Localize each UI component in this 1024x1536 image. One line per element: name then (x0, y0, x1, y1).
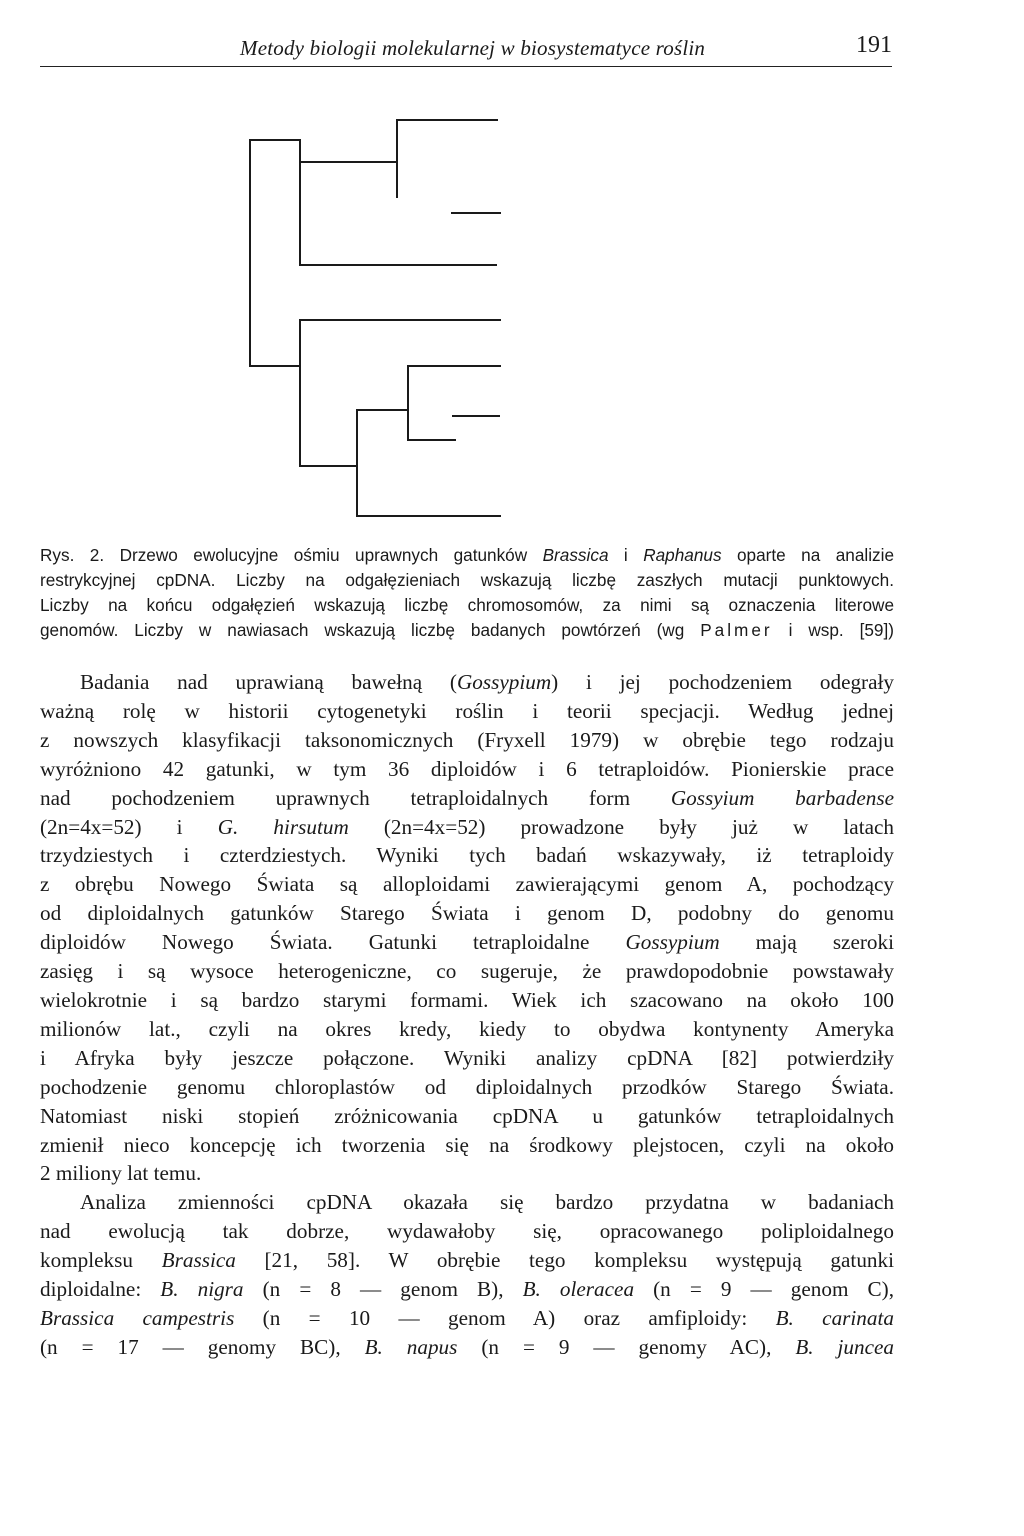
text-line: pochodzenie genomu chloroplastów od diploidalnych przodków Starego Świata. (40, 1074, 894, 1099)
text-line: diploidalne: B. nigra (n = 8 — genom B), B. oleracea (n = 9 — genom C), (40, 1277, 895, 1302)
tree-branch (300, 140, 397, 197)
caption-line: Rys. 2. Drzewo ewolucyjne ośmiu uprawnych gatunków Brassica i Raphanus oparte na analizie (40, 545, 895, 565)
evolutionary-tree (0, 0, 1024, 540)
text-line: Analiza zmienności cpDNA okazała się bardzo przydatna w badaniach (80, 1190, 894, 1215)
page-number: 191 (856, 32, 892, 58)
body-text (40, 668, 894, 1362)
running-title: Metody biologii molekularnej w biosystematyce roślin (240, 36, 706, 60)
text-line: nad pochodzeniem uprawnych tetraploidalnych form Gossyium barbadense (40, 785, 894, 810)
text-line: 2 miliony lat temu. (40, 1161, 202, 1186)
caption-line: genomów. Liczby w nawiasach wskazują liczbę badanych powtórzeń (wg Palmer i wsp. [59]) (40, 620, 894, 640)
text-line: kompleksu Brassica [21, 58]. W obrębie tego kompleksu występują gatunki (40, 1248, 894, 1273)
text-line: wyróżniono 42 gatunki, w tym 36 diploidów i 6 tetraploidów. Pionierskie prace (40, 756, 894, 781)
text-line: wielokrotnie i są bardzo starymi formami. Wiek ich szacowano na około 100 (40, 987, 894, 1012)
caption-line: Liczby na końcu odgałęzień wskazują liczbę chromosomów, za nimi są oznaczenia literowe (40, 595, 894, 615)
text-line: i Afryka były jeszcze połączone. Wyniki analizy cpDNA [82] potwierdziły (40, 1045, 894, 1070)
tree-branch (300, 320, 500, 516)
figure-caption (40, 543, 894, 643)
text-line: zasięg i są wysoce heterogeniczne, co sugeruje, że prawdopodobnie powstawały (40, 959, 894, 984)
text-line: nad ewolucją tak dobrze, wydawałoby się, opracowanego poliploidalnego (40, 1219, 894, 1244)
text-line: Natomiast niski stopień zróżnicowania cpDNA u gatunków tetraploidalnych (40, 1103, 894, 1128)
text-line: z nowszych klasyfikacji taksonomicznych (Fryxell 1979) w obrębie tego rodzaju (40, 727, 894, 752)
text-line: milionów lat., czyli na okres kredy, kiedy to obydwa kontynenty Ameryka (40, 1016, 894, 1041)
text-line: z obrębu Nowego Świata są alloploidami zawierającymi genom A, pochodzący (40, 872, 894, 897)
tree-branch (408, 410, 455, 440)
tree-branch (250, 140, 300, 366)
text-line: od diploidalnych gatunków Starego Świata i genom D, podobny do genomu (40, 901, 894, 926)
tree-branch (250, 140, 496, 265)
text-line: trzydziestych i czterdziestych. Wyniki tych badań wskazywały, iż tetraploidy (40, 843, 894, 868)
text-line: Brassica campestris (n = 10 — genom A) oraz amfiploidy: B. carinata (40, 1305, 894, 1330)
text-line: (n = 17 — genomy BC), B. napus (n = 9 — genomy AC), B. juncea (40, 1334, 894, 1359)
caption-line: restrykcyjnej cpDNA. Liczby na odgałęzieniach wskazują liczbę zaszłych mutacji punktowych. (40, 570, 894, 590)
tree-branch (357, 410, 408, 466)
text-line: zmienił nieco koncepcję ich tworzenia się na środkowy plejstocen, czyli na około (40, 1132, 894, 1157)
tree-branch (408, 366, 500, 410)
tree-branch (397, 120, 497, 162)
text-line: ważną rolę w historii cytogenetyki roślin i teorii specjacji. Według jednej (40, 698, 894, 723)
text-line: Badania nad uprawianą bawełną (Gossypium) i jej pochodzeniem odegrały (80, 670, 895, 694)
text-line: diploidów Nowego Świata. Gatunki tetraploidalne Gossypium mają szeroki (40, 930, 894, 955)
author-name: Palmer (700, 620, 773, 640)
text-line: (2n=4x=52) i G. hirsutum (2n=4x=52) prowadzone były już w latach (40, 814, 894, 839)
